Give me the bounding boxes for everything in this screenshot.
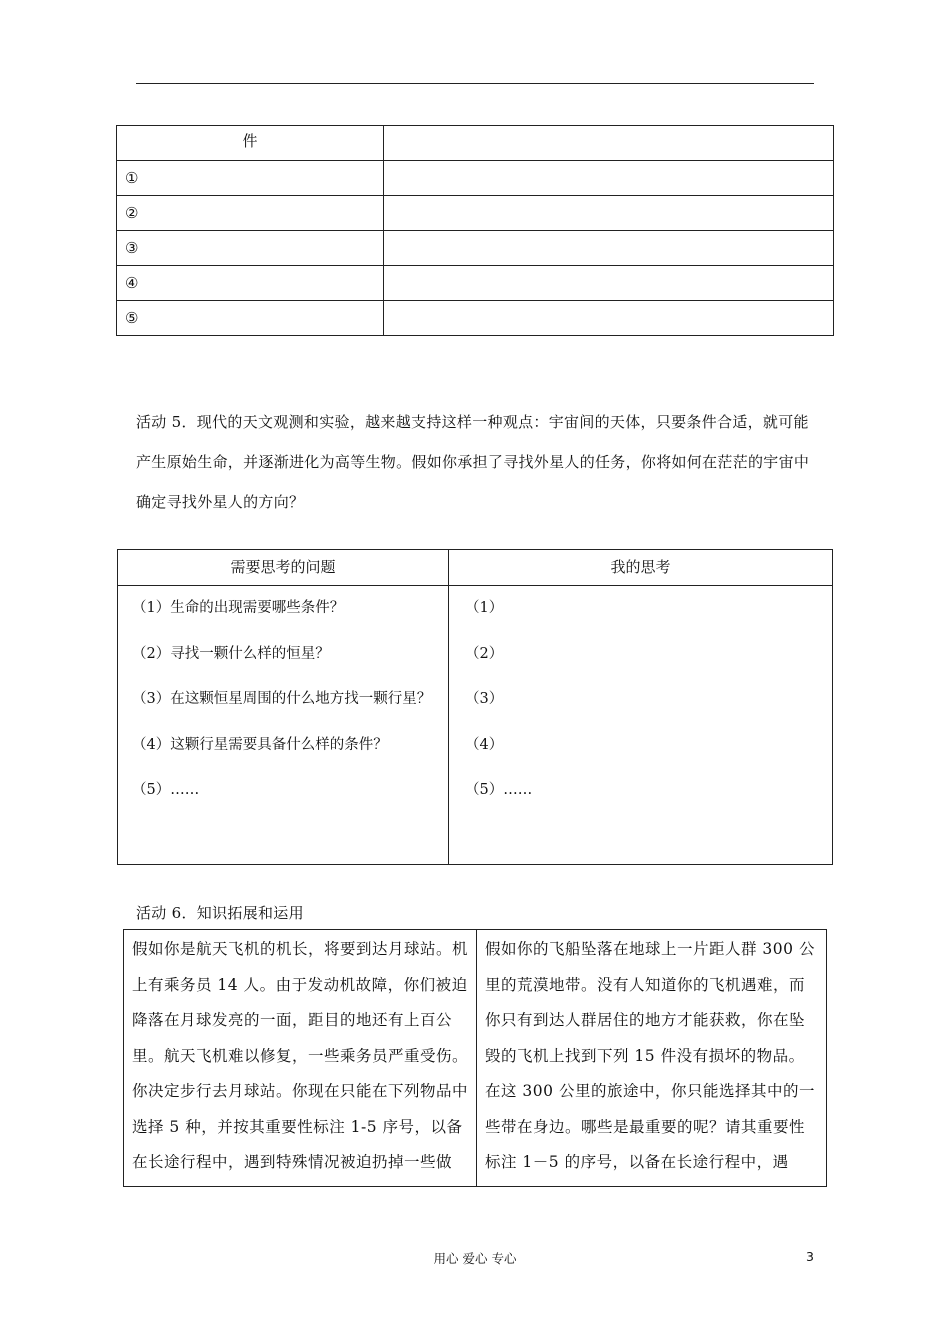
table-row-answer[interactable]: [384, 196, 834, 231]
moon-scenario-cell: [124, 930, 477, 1187]
questions-cell: [118, 586, 449, 865]
thinking-table-header-answers: 我的思考: [449, 550, 833, 586]
table-row-label: ①: [117, 161, 384, 196]
conditions-table-header-blank[interactable]: [384, 126, 834, 161]
table-row-answer[interactable]: [384, 266, 834, 301]
answers-cell[interactable]: [449, 586, 833, 865]
header-rule: [136, 83, 814, 84]
table-row-label: ④: [117, 266, 384, 301]
answer-item[interactable]: （2）: [465, 645, 504, 662]
question-item: （5）……: [132, 782, 200, 798]
question-item: （2）寻找一颗什么样的恒星？: [132, 645, 330, 662]
moon-scenario-text: 假如你是航天飞机的机长，将要到达月球站。机上有乘务员 14 人。由于发动机故障，你们被迫降落在月球发亮的一面，距目的地还有上百公里。航天飞机难以修复，一些乘务员严重受伤。你决定步行去月球站。你现在只能在下列物品中选择 5 种，并按其重要性标注 1-5 序号，以备在长途行程中，遇到特殊情况被迫扔掉一些做: [132, 940, 469, 1171]
desert-scenario-cell: [477, 930, 827, 1187]
answer-item[interactable]: （1）: [465, 600, 504, 616]
answer-item[interactable]: （3）: [465, 691, 504, 707]
table-row-answer[interactable]: [384, 301, 834, 336]
activity-5-text: 活动 5．现代的天文观测和实验，越来越支持这样一种观点：宇宙间的天体，只要条件合适，就可能产生原始生命，并逐渐进化为高等生物。假如你承担了寻找外星人的任务，你将如何在茫茫的宇宙中确定寻找外星人的方向？: [136, 413, 810, 511]
answer-item[interactable]: （5）……: [465, 782, 533, 798]
question-item: （4）这颗行星需要具备什么样的条件？: [132, 736, 388, 753]
thinking-table: [117, 549, 833, 865]
desert-scenario-text: 假如你的飞船坠落在地球上一片距人群 300 公里的荒漠地带。没有人知道你的飞机遇难，而你只有到达人群居住的地方才能获救，你在坠毁的飞机上找到下列 15 件没有损坏的物品。在这 300 公里的旅途中，你只能选择其中的一些带在身边。哪些是最重要的呢？请其重要性标注 1－5 的序号，以备在长途行程中，遇: [485, 940, 815, 1171]
activity-6-title: 活动 6．知识拓展和运用: [136, 904, 304, 922]
question-item: （3）在这颗恒星周围的什么地方找一颗行星？: [132, 691, 432, 707]
conditions-table-header: 件: [117, 126, 384, 161]
conditions-table: [116, 125, 834, 336]
answer-item[interactable]: （4）: [465, 736, 504, 753]
scenario-table: [123, 929, 827, 1187]
question-item: （1）生命的出现需要哪些条件？: [132, 600, 345, 616]
table-row-label: ②: [117, 196, 384, 231]
table-row-label: ③: [117, 231, 384, 266]
table-row-label: ⑤: [117, 301, 384, 336]
table-row-answer[interactable]: [384, 231, 834, 266]
thinking-table-header-questions: 需要思考的问题: [118, 550, 449, 586]
page-number: 3: [806, 1249, 814, 1264]
footer-motto: 用心 爱心 专心: [433, 1251, 517, 1266]
table-row-answer[interactable]: [384, 161, 834, 196]
